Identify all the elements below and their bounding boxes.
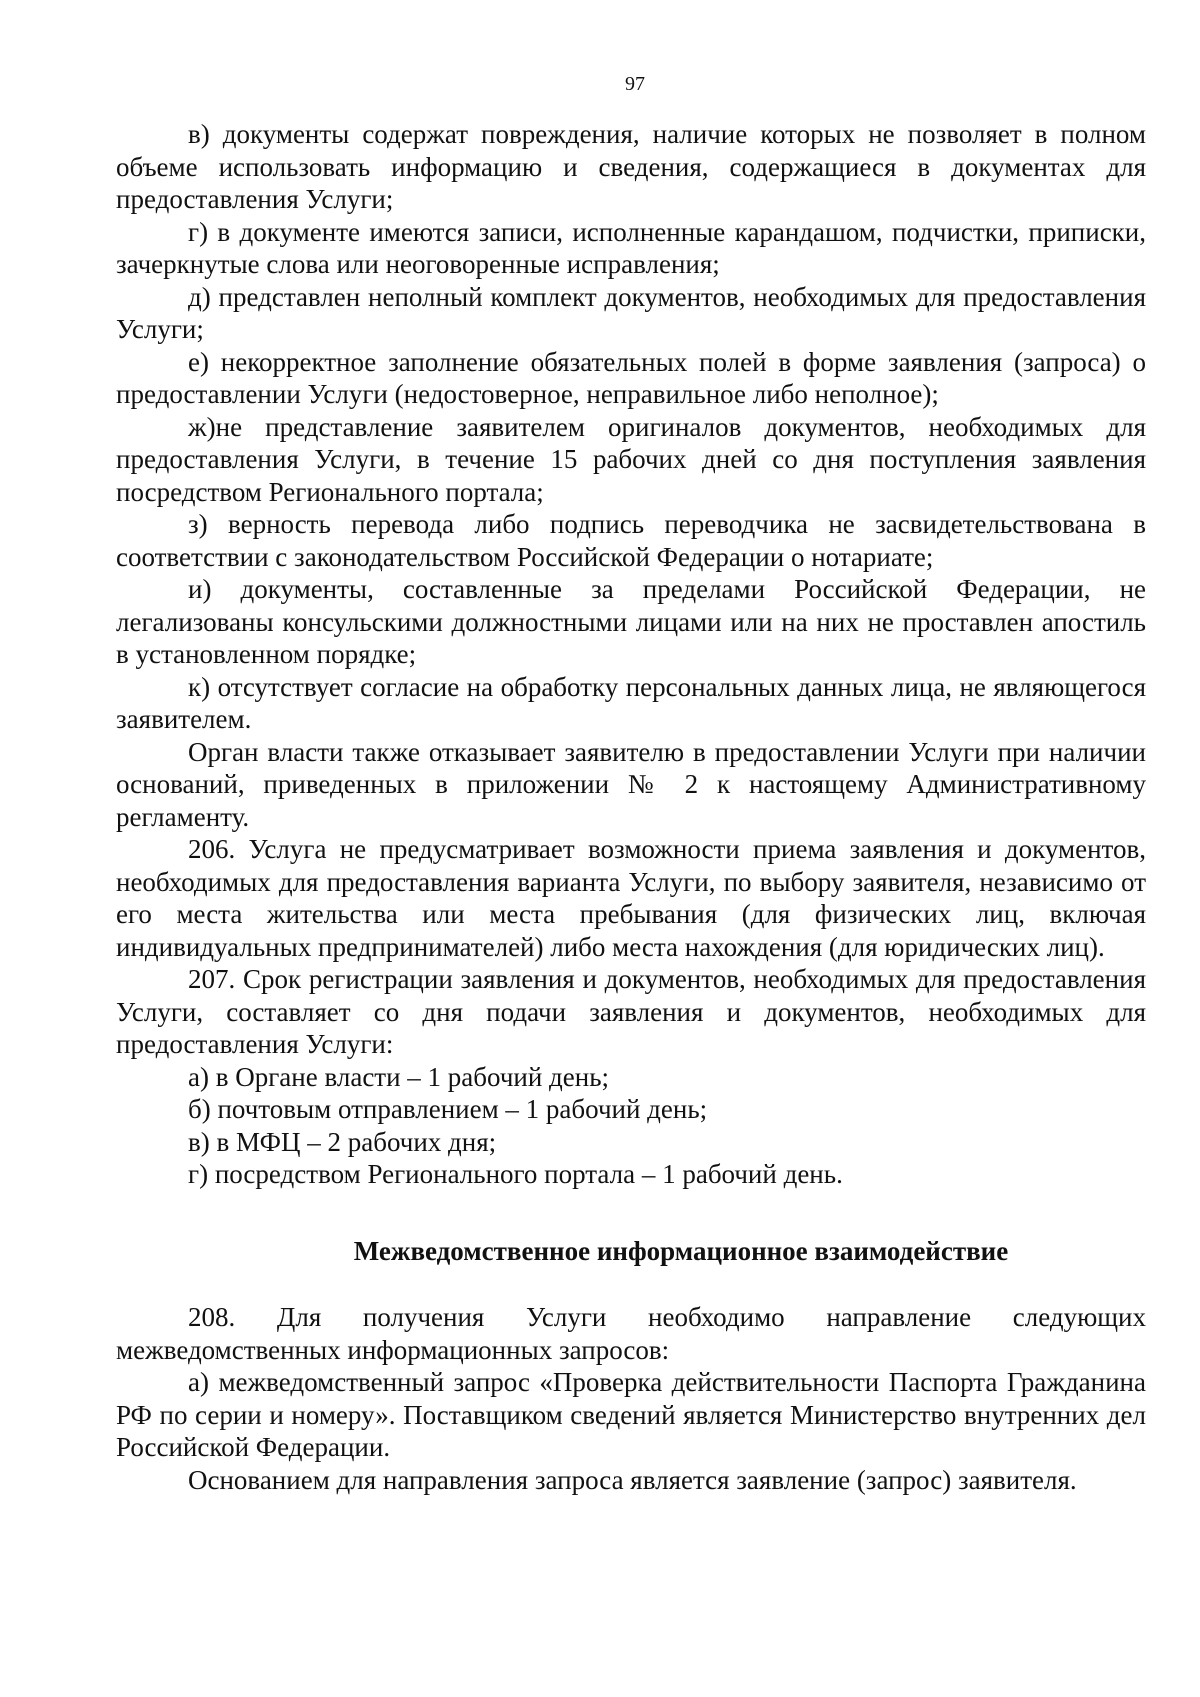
- paragraph-item-e: е) некорректное заполнение обязательных полей в форме заявления (запроса) о предоставлении Услуги (недостоверное, неправильное либо неполное);: [116, 346, 1146, 409]
- page-number: 97: [625, 73, 645, 95]
- paragraph-208: 208. Для получения Услуги необходимо направление следующих межведомственных информационных запросов:: [116, 1302, 1146, 1365]
- list-item-207-v: в) в МФЦ – 2 рабочих дня;: [188, 1126, 497, 1157]
- paragraph-207: 207. Срок регистрации заявления и документов, необходимых для предоставления Услуги, составляет со дня подачи заявления и документов, необходимых для предоставления Услуги:: [116, 964, 1146, 1059]
- list-item-207-g: г) посредством Регионального портала – 1 рабочий день.: [188, 1159, 843, 1189]
- list-item-208-a: а) межведомственный запрос «Проверка действительности Паспорта Гражданина РФ по серии и номеру». Поставщиком сведений является Министерство внутренних дел Российской Федерации.: [116, 1367, 1146, 1462]
- paragraph-item-i: и) документы, составленные за пределами Российской Федерации, не легализованы консульскими должностными лицами или на них не проставлен апостиль в установленном порядке;: [116, 574, 1146, 669]
- section-heading: Межведомственное информационное взаимодействие: [353, 1235, 1009, 1266]
- paragraph-item-z: з) верность перевода либо подпись переводчика не засвидетельствована в соответствии с законодательством Российской Федерации о нотариате;: [116, 509, 1146, 572]
- paragraph-item-g: г) в документе имеются записи, исполненные карандашом, подчистки, приписки, зачеркнутые слова или неоговоренные исправления;: [116, 216, 1146, 279]
- paragraph-206: 206. Услуга не предусматривает возможности приема заявления и документов, необходимых для предоставления варианта Услуги, по выбору заявителя, независимо от его места жительства или места пребывания (для физических лиц, включая индивидуальных предпринимателей) либо места нахождения (для юридических лиц).: [116, 834, 1146, 962]
- paragraph-item-v: в) документы содержат повреждения, наличие которых не позволяет в полном объеме использовать информацию и сведения, содержащиеся в документах для предоставления Услуги;: [116, 119, 1146, 214]
- list-item-207-b: б) почтовым отправлением – 1 рабочий день;: [188, 1094, 708, 1124]
- document-body: [116, 118, 1146, 1496]
- paragraph-item-d: д) представлен неполный комплект документов, необходимых для предоставления Услуги;: [116, 281, 1146, 344]
- paragraph-item-zh: ж)не представление заявителем оригиналов документов, необходимых для предоставления Услуги, в течение 15 рабочих дней со дня поступления заявления посредством Регионального портала;: [116, 411, 1146, 507]
- paragraph-item-k: к) отсутствует согласие на обработку персональных данных лица, не являющегося заявителем.: [116, 671, 1146, 734]
- paragraph-authority-refusal: Орган власти также отказывает заявителю в предоставлении Услуги при наличии оснований, приведенных в приложении № 2 к настоящему Административному регламенту.: [116, 736, 1146, 832]
- list-item-207-a: а) в Органе власти – 1 рабочий день;: [188, 1061, 610, 1092]
- paragraph-request-basis: Основанием для направления запроса является заявление (запрос) заявителя.: [188, 1464, 1077, 1495]
